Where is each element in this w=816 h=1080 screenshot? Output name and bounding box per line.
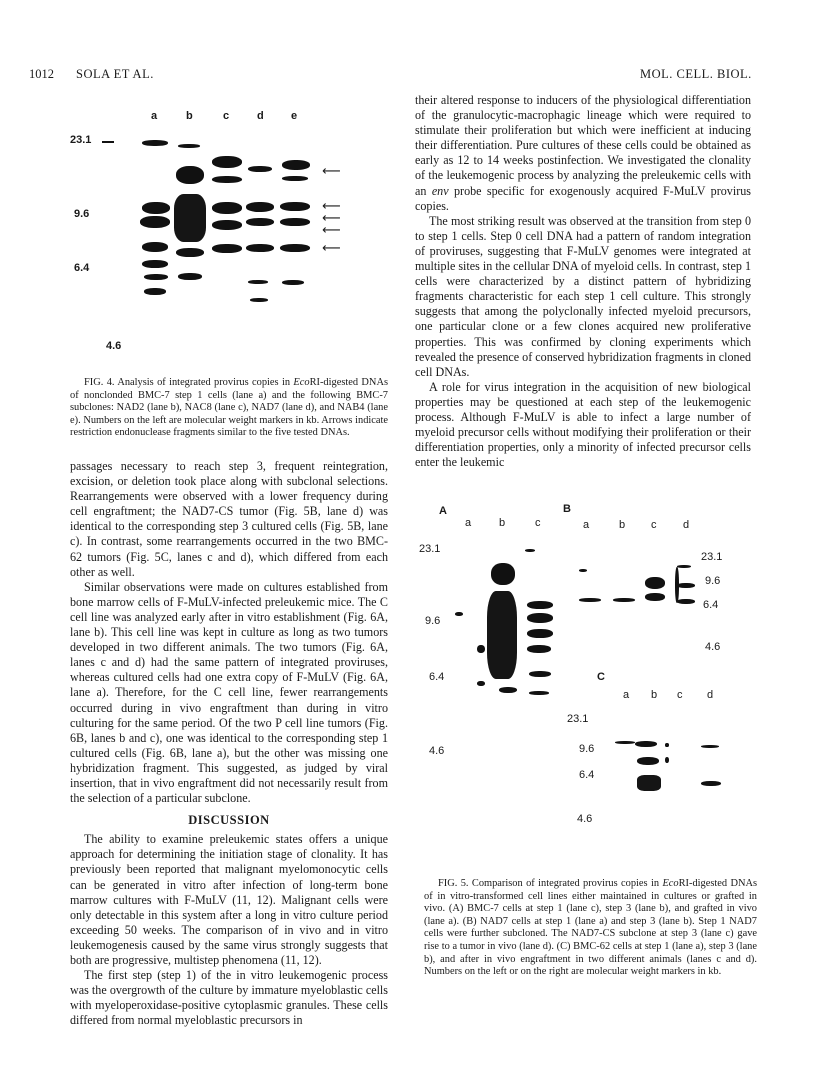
blot-band xyxy=(499,687,517,693)
fig4-marker-label: 9.6 xyxy=(74,208,90,220)
fig5b-lane-label: b xyxy=(619,519,626,531)
blot-band xyxy=(280,202,310,211)
fig5b-marker-label: 23.1 xyxy=(701,551,723,563)
blot-band xyxy=(140,216,170,228)
blot-band xyxy=(527,645,551,653)
blot-band xyxy=(477,681,485,686)
left-arrow-icon: ⟵ xyxy=(322,211,341,226)
fig5c-marker-label: 9.6 xyxy=(579,743,595,755)
blot-band xyxy=(142,242,168,252)
fig4-blot xyxy=(70,98,380,360)
running-authors: SOLA ET AL. xyxy=(76,67,154,81)
fig5c-lane-label: d xyxy=(707,689,714,701)
blot-band xyxy=(579,598,601,602)
blot-band xyxy=(677,599,695,604)
blot-band xyxy=(212,220,242,230)
blot-band xyxy=(677,565,691,568)
fig5-panel-label: C xyxy=(597,671,605,683)
blot-band xyxy=(176,166,204,184)
blot-band xyxy=(615,741,635,744)
paragraph: A role for virus integration in the acquisition of new biological properties may be questioned at each step of the leukemogenic process. Although F-MuLV is able to infect a large number of myeloid precursor cells without modifying their proliferation or their differentiation properties, only a minority of infected precursor cells enter the leukemic xyxy=(415,379,751,470)
fig5a-marker-label: 4.6 xyxy=(429,745,445,757)
fig5-caption: FIG. 5. Comparison of integrated provirus copies in EcoRI-digested DNAs of in vitro-transformed cell lines either maintained in cultures or grafted in vivo. (A) BMC-7 cells at step 1 (lane c), step 3 (lane b), and grafted in vivo (lane a). (B) NAD7 cells at step 1 (lane a) and step 3 (lane b). Step 1 NAD7 cells were further subcloned. The NAD7-CS subclone at step 3 (lane c) gave rise to a tumor in vivo (lane d). (C) BMC-62 cells at step 1 (lane a), step 3 (lane b), and after in vivo engraftment in two different animals (lanes c and d). Numbers on the left or on the right are molecular weight markers in kb. xyxy=(424,878,758,978)
blot-band xyxy=(635,741,657,747)
page-number: 1012 xyxy=(29,67,54,81)
fig5-panel-label: A xyxy=(439,505,447,517)
fig4-marker-label: 23.1 xyxy=(70,134,92,146)
blot-band xyxy=(282,160,310,170)
fig4-marker-label: 4.6 xyxy=(106,340,122,352)
paragraph: The ability to examine preleukemic states offers a unique approach for determining the initiation stage of clonality. It has previously been reported that malignant myelomonocytic cells can be generated in vitro after infection of long-term bone marrow cultures with F-MuLV (11, 12). Malignant cells were only detectable in this system after a long in vitro culture period exceeding 50 weeks. The comparison of in vivo and in vitro leukemogenesis caused by the same virus strongly suggests that both are progressive, multistep phenomena (11, 12). xyxy=(70,832,388,967)
blot-band xyxy=(282,280,304,285)
blot-band xyxy=(212,202,242,214)
blot-band xyxy=(613,598,635,602)
blot-band xyxy=(282,176,308,181)
blot-band xyxy=(280,218,310,226)
fig5c-marker-label: 4.6 xyxy=(577,813,593,825)
fig5c-marker-label: 6.4 xyxy=(579,769,595,781)
blot-band xyxy=(579,569,587,572)
blot-band xyxy=(637,775,661,791)
blot-band xyxy=(246,244,274,252)
fig5c-lane-label: c xyxy=(677,689,683,701)
fig5b-marker-label: 9.6 xyxy=(705,575,721,587)
fig5b-lane-label: d xyxy=(683,519,690,531)
left-arrow-icon: ⟵ xyxy=(322,241,341,256)
blot-band xyxy=(142,260,168,268)
fig5a-lane-label: c xyxy=(535,517,541,529)
blot-band xyxy=(144,274,168,280)
fig5a-marker-label: 23.1 xyxy=(419,543,441,555)
blot-band xyxy=(178,144,200,148)
blot-band xyxy=(527,629,553,638)
blot-band xyxy=(455,612,463,616)
blot-band xyxy=(174,194,206,242)
running-journal: MOL. CELL. BIOL. xyxy=(640,67,752,81)
section-title: DISCUSSION xyxy=(188,813,270,828)
left-column-text xyxy=(70,459,388,1028)
blot-band xyxy=(246,218,274,226)
blot-band xyxy=(525,549,535,552)
left-arrow-icon: ⟵ xyxy=(322,199,341,214)
blot-band xyxy=(144,288,166,295)
fig5a-marker-label: 9.6 xyxy=(425,615,441,627)
fig5a-lane-label: b xyxy=(499,517,506,529)
fig4-lane-label: e xyxy=(291,110,298,122)
blot-band xyxy=(250,298,268,302)
fig5-panel-label: B xyxy=(563,503,571,515)
blot-band xyxy=(246,202,274,212)
fig5-blot xyxy=(415,495,755,840)
fig5a-marker-label: 6.4 xyxy=(429,671,445,683)
blot-band xyxy=(212,176,242,183)
blot-band xyxy=(142,202,170,214)
blot-band xyxy=(178,273,202,280)
fig5b-marker-label: 4.6 xyxy=(705,641,721,653)
fig4-lane-label: d xyxy=(257,110,264,122)
blot-band xyxy=(665,743,669,747)
blot-band xyxy=(477,645,485,653)
blot-band xyxy=(637,757,659,765)
fig4-lane-label: c xyxy=(223,110,230,122)
blot-band xyxy=(701,745,719,748)
paragraph: The first step (step 1) of the in vitro leukemogenic process was the overgrowth of the culture by immature myeloblastic cells with myeloperoxidase-positive cytoplasmic granules. These cells differed from normal myeloblastic precursors in xyxy=(70,968,388,1028)
blot-band xyxy=(491,563,515,585)
blot-band xyxy=(529,691,549,695)
left-arrow-icon: ⟵ xyxy=(322,223,341,238)
blot-band xyxy=(212,244,242,253)
blot-band xyxy=(645,577,665,589)
fig4-caption: FIG. 4. Analysis of integrated provirus copies in EcoRI-digested DNAs of nonclonded BMC-7 step 1 cells (lane a) and the following BMC-7 subclones: NAD2 (lane b), NAC8 (lane c), NAD7 (lane d), and NAB4 (lane e). Numbers on the left are molecular weight markers in kb. Arrows indicate restriction endonuclease fragments similar to the five tested DNAs. xyxy=(70,377,388,439)
fig4-lane-label: b xyxy=(186,110,193,122)
fig5a-lane-label: a xyxy=(465,517,472,529)
right-column-text xyxy=(415,93,751,470)
blot-band xyxy=(176,248,204,257)
left-arrow-icon: ⟵ xyxy=(322,164,341,179)
fig5c-marker-label: 23.1 xyxy=(567,713,589,725)
paragraph: passages necessary to reach step 3, frequent reintegration, excision, or deletion took place along with subclonal selections. Rearrangements were observed with a lower frequency during cell engraftment; the NAD7-CS tumor (Fig. 5B, lane d) was identical to the corresponding step 3 cultured cells (Fig. 5B, lane c). In contrast, some rearrangements occurred in the two BMC-62 tumors (Fig. 5C, lanes c and d), which differed from each other as well. xyxy=(70,459,388,579)
fig5c-lane-label: b xyxy=(651,689,658,701)
blot-band xyxy=(665,757,669,763)
fig4-marker-label: 6.4 xyxy=(74,262,90,274)
blot-band xyxy=(527,601,553,609)
blot-band xyxy=(248,280,268,284)
paragraph: The most striking result was observed at the transition from step 0 to step 1 cells. Step 0 cell DNA had a pattern of random integration of proviruses, suggesting that F-MuLV genomes were integrated at multiple sites in the cellular DNA of myeloid cells. In contrast, step 1 cells were characterized by a distinct pattern of hybridizing fragments characteristic for each step 1 cell culture. This strongly suggests that among the polyclonally infected myeloid precursors, one particular clone or a few clones acquired new proliferative properties. This was confirmed by cloning experiments which revealed the presence of conserved hybridization fragments in cloned cell DNAs. xyxy=(415,213,751,379)
blot-band xyxy=(280,244,310,252)
blot-band xyxy=(212,156,242,168)
fig4-lane-label: a xyxy=(151,110,158,122)
fig5b-lane-label: a xyxy=(583,519,590,531)
fig5b-lane-label: c xyxy=(651,519,657,531)
marker-tick xyxy=(102,141,114,143)
blot-band xyxy=(529,671,551,677)
blot-band xyxy=(487,591,517,679)
blot-band xyxy=(645,593,665,601)
blot-band xyxy=(677,583,695,588)
fig5b-marker-label: 6.4 xyxy=(703,599,719,611)
paragraph: their altered response to inducers of the physiological differentiation of the granulocytic-macrophagic lineage which were required to stimulate their proliferation but which were inefficient at inducing their differentiation. Pure cultures of these cells could be obtained as early as 12 to 14 weeks postinfection. We investigated the clonality of the leukemogenic process by analyzing the preleukemic cells with an env probe specific for exogenously acquired F-MuLV provirus copies. xyxy=(415,93,751,213)
fig5c-lane-label: a xyxy=(623,689,630,701)
blot-band xyxy=(142,140,168,146)
blot-band xyxy=(248,166,272,172)
paragraph: Similar observations were made on cultures established from bone marrow cells of F-MuLV-infected preleukemic mice. The C cell line was analyzed early after in vitro establishment (Fig. 6A, lane b). This cell line was kept in culture as long as two tumors developed in two different animals. The two tumors (Fig. 6A, lanes c and d) had the same pattern of integrated proviruses, whereas cultured cells had one extra copy of F-MuLV (Fig. 6A, lane a). Therefore, for the C cell line, fewer rearrangements occurred during in vivo engraftment than during in vitro culturing for the same period. Of the two P cell line tumors (Fig. 6B, lanes b and c), one was identical to the corresponding step 1 cultured cells (Fig. 6B, lane a), but the other was missing one hybridization fragment. This suggested, as judged by viral insertion, that in vivo engraftment did not necessarily result from the selection of a particular subclone. xyxy=(70,579,388,806)
blot-band xyxy=(701,781,721,786)
blot-band xyxy=(527,613,553,623)
